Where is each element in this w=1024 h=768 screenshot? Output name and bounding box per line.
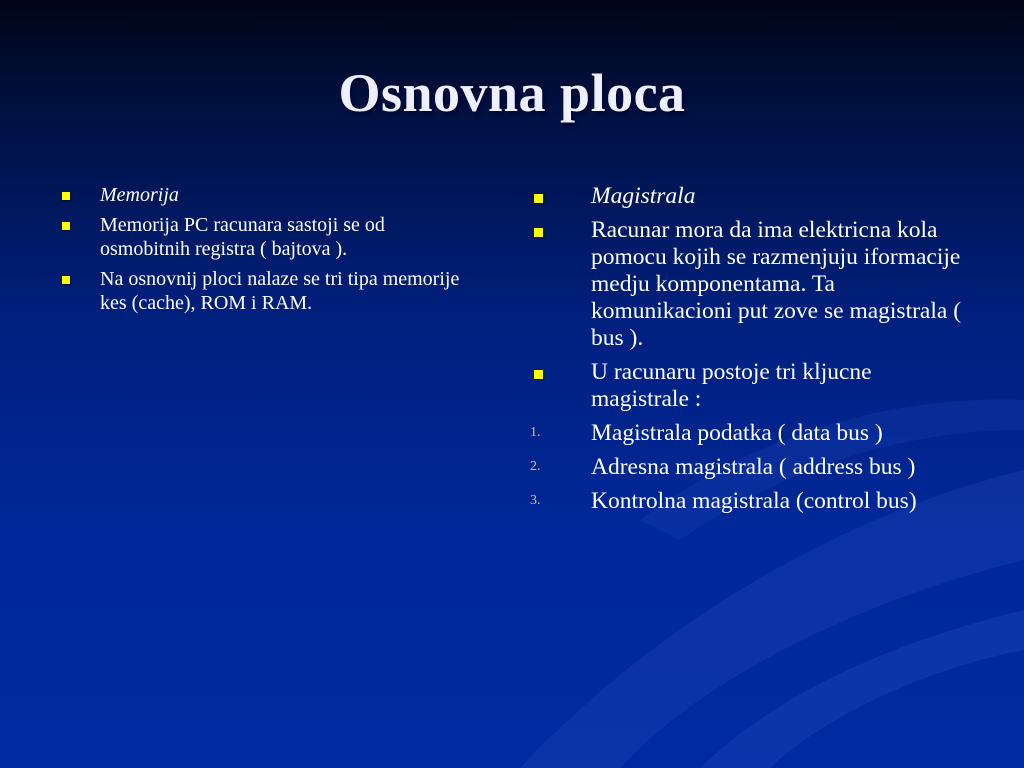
square-bullet-icon (62, 192, 70, 200)
square-bullet-icon (534, 370, 543, 379)
right-list-item-text: Racunar mora da ima elektricna kola pomocu kojih se razmenjuju iformacije medju komponentama. Ta komunikacioni put zove se magistrala ( bus ). (591, 217, 962, 351)
right-list-item-text: Magistrala podatka ( data bus ) (591, 420, 883, 446)
left-list-item (60, 183, 470, 207)
left-list-item (60, 213, 470, 261)
left-list-item-text: Memorija (100, 184, 179, 206)
square-bullet-icon (62, 276, 70, 284)
left-list-item-text: Na osnovnij ploci nalaze se tri tipa memorije kes (cache), ROM i RAM. (100, 268, 460, 314)
square-bullet-icon (534, 194, 543, 203)
right-list-item (528, 183, 968, 210)
right-list-item (528, 217, 968, 352)
slide-title: Osnovna ploca (338, 63, 686, 123)
left-list-item (60, 267, 470, 315)
right-list-item-text: U racunaru postoje tri kljucne magistrale : (591, 359, 872, 412)
list-number-marker: 3. (530, 493, 541, 508)
left-list-item-text: Memorija PC racunara sastoji se od osmobitnih registra ( bajtova ). (100, 214, 385, 260)
right-list-item (528, 488, 968, 515)
square-bullet-icon (62, 222, 70, 230)
right-list-item (528, 420, 968, 447)
right-bullet-list (528, 183, 968, 515)
square-bullet-icon (534, 228, 543, 237)
right-list-item-text: Magistrala (591, 183, 696, 209)
right-list-item (528, 454, 968, 481)
right-list-item-text: Kontrolna magistrala (control bus) (591, 488, 917, 514)
left-column (60, 183, 470, 321)
list-number-marker: 1. (530, 425, 541, 440)
right-column (528, 183, 968, 522)
left-bullet-list (60, 183, 470, 315)
right-list-item-text: Adresna magistrala ( address bus ) (591, 454, 916, 480)
list-number-marker: 2. (530, 459, 541, 474)
right-list-item (528, 359, 968, 413)
